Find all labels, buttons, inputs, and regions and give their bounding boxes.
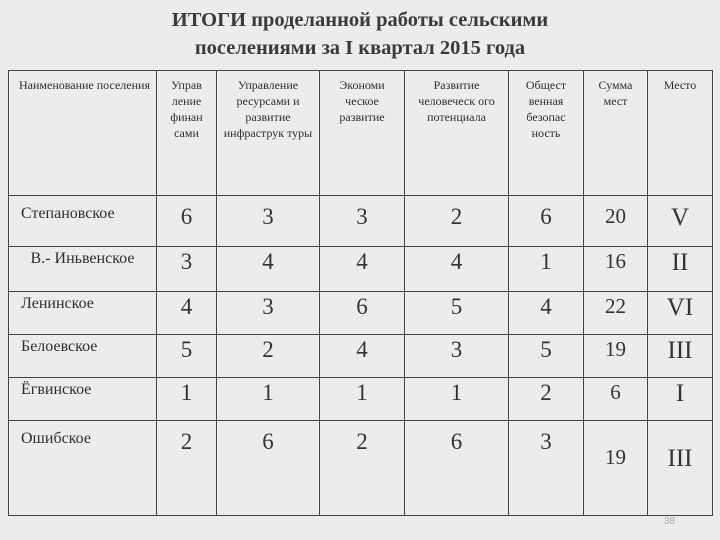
- settlement-name: Ленинское: [9, 292, 157, 335]
- score-cell: 1: [157, 378, 217, 421]
- table-row: [9, 292, 713, 335]
- settlement-name: Ошибское: [9, 421, 157, 516]
- place-cell: I: [648, 378, 713, 421]
- sum-cell: 6: [584, 378, 648, 421]
- column-header-place: Место: [648, 71, 713, 196]
- score-cell: 3: [405, 335, 509, 378]
- settlement-name: Белоевское: [9, 335, 157, 378]
- table-row: [9, 378, 713, 421]
- score-cell: 1: [217, 378, 320, 421]
- score-cell: 4: [217, 247, 320, 292]
- sum-cell: 20: [584, 196, 648, 247]
- settlement-name: В.- Иньвенское: [9, 247, 157, 292]
- settlement-name: Степановское: [9, 196, 157, 247]
- slide-title: [60, 6, 660, 62]
- score-cell: 3: [217, 196, 320, 247]
- score-cell: 4: [320, 335, 405, 378]
- table-row: [9, 247, 713, 292]
- title-line-1: ИТОГИ проделанной работы сельскими: [171, 9, 549, 31]
- column-header-finance: Управ ление финан сами: [157, 71, 217, 196]
- column-header-settlement: Наименование поселения: [9, 71, 157, 196]
- results-table: [8, 70, 713, 516]
- sum-cell: 19: [584, 421, 648, 516]
- score-cell: 5: [509, 335, 584, 378]
- score-cell: 2: [320, 421, 405, 516]
- score-cell: 6: [405, 421, 509, 516]
- place-cell: V: [648, 196, 713, 247]
- score-cell: 2: [509, 378, 584, 421]
- score-cell: 3: [217, 292, 320, 335]
- score-cell: 1: [509, 247, 584, 292]
- settlement-name: Ёгвинское: [9, 378, 157, 421]
- sum-cell: 16: [584, 247, 648, 292]
- score-cell: 5: [157, 335, 217, 378]
- column-header-sum: Сумма мест: [584, 71, 648, 196]
- table-row: [9, 335, 713, 378]
- score-cell: 2: [157, 421, 217, 516]
- score-cell: 4: [320, 247, 405, 292]
- score-cell: 4: [405, 247, 509, 292]
- place-cell: VI: [648, 292, 713, 335]
- score-cell: 3: [320, 196, 405, 247]
- table-row: [9, 196, 713, 247]
- score-cell: 2: [405, 196, 509, 247]
- score-cell: 3: [157, 247, 217, 292]
- place-cell: III: [648, 335, 713, 378]
- place-cell: II: [648, 247, 713, 292]
- score-cell: 6: [320, 292, 405, 335]
- score-cell: 3: [509, 421, 584, 516]
- column-header-resources: Управление ресурсами и развитие инфраструк туры: [217, 71, 320, 196]
- score-cell: 4: [157, 292, 217, 335]
- header-row: [9, 71, 713, 196]
- page-number: 38: [664, 516, 676, 527]
- score-cell: 6: [157, 196, 217, 247]
- score-cell: 4: [509, 292, 584, 335]
- table-row: [9, 421, 713, 516]
- column-header-public-safety: Общест венная безопас ность: [509, 71, 584, 196]
- score-cell: 1: [320, 378, 405, 421]
- score-cell: 6: [217, 421, 320, 516]
- score-cell: 6: [509, 196, 584, 247]
- title-line-2: поселениями за I квартал 2015 года: [194, 37, 526, 59]
- place-cell: III: [648, 421, 713, 516]
- sum-cell: 19: [584, 335, 648, 378]
- score-cell: 2: [217, 335, 320, 378]
- score-cell: 1: [405, 378, 509, 421]
- column-header-human-potential: Развитие человеческ ого потенциала: [405, 71, 509, 196]
- sum-cell: 22: [584, 292, 648, 335]
- score-cell: 5: [405, 292, 509, 335]
- column-header-economy: Экономи ческое развитие: [320, 71, 405, 196]
